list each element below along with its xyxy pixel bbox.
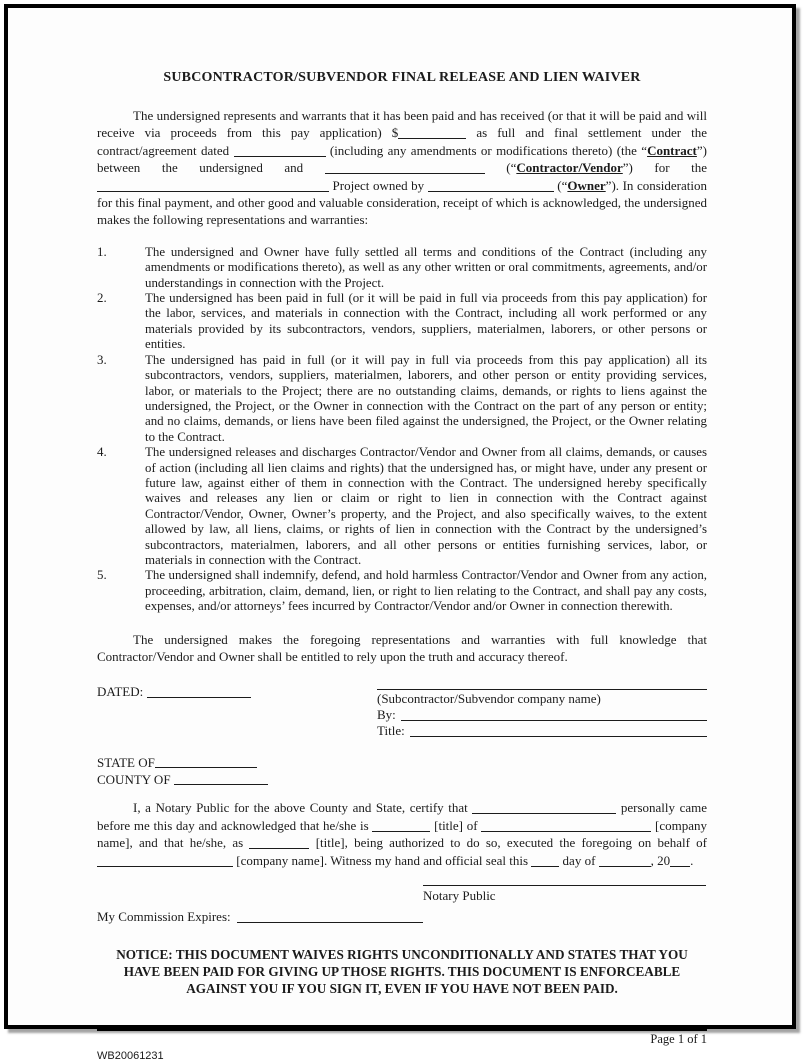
blank-field <box>97 866 233 867</box>
notary-signature-block <box>423 885 706 904</box>
list-item-1 <box>97 245 707 291</box>
defined-term: Contractor/Vendor <box>516 160 623 176</box>
by-row <box>377 707 707 723</box>
list-item-3 <box>97 353 707 445</box>
blank-field <box>97 191 329 192</box>
blank-field <box>531 866 559 867</box>
dated-label: DATED: <box>97 684 144 700</box>
document-code: WB20061231 <box>97 1049 164 1062</box>
title-signature-line <box>410 723 707 737</box>
defined-term: Contract <box>647 142 697 158</box>
blank-field <box>670 866 690 867</box>
item-text: The undersigned has been paid in full (or it will be paid in full via proceeds from this pay application) for the labor, services, and materials in connection with the Contract, including all work performed or any materials provided by its subcontractors, vendors, suppliers, materialmen, laborers, or other persons or entities. <box>145 291 707 352</box>
commission-row <box>97 909 423 925</box>
title-label: Title: <box>377 723 405 739</box>
county-row <box>97 772 707 789</box>
commission-blank-field <box>237 909 423 923</box>
notary-paragraph: I, a Notary Public for the above County and State, certify that personally came before me this day and acknowledged that he/she is [title] of [company name], and that he/she, as [title], being authorized to do so, executed the foregoing on behalf of [company name]. Witness my hand and official seal this day of , 20 . <box>97 800 708 868</box>
state-label: STATE OF <box>97 755 155 771</box>
state-row <box>97 755 707 772</box>
commission-label: My Commission Expires: <box>97 909 231 925</box>
item-text: The undersigned releases and discharges Contractor/Vendor and Owner from all claims, demands, or causes of action (including all lien claims and rights) that the undersigned has, or might have, under any present or future law, against either of them in connection with the Contract. The undersigned hereby specifically waives and releases any lien or claim or right to lien in connection with the Contract against Contractor/Vendor, Owner, Owner’s property, and the Project, and also specifically waives, to the extent allowed by law, all liens, claims, or rights of lien in connection with the Contract by the undersigned’s subcontractors, materialmen, laborers, and all other persons or entities furnishing services, labor, or materials in connection with the Contract. <box>145 445 707 567</box>
list-item-4 <box>97 445 707 568</box>
by-label: By: <box>377 707 396 723</box>
dated-row <box>97 680 377 700</box>
blank-field <box>481 831 651 832</box>
notary-public-label: Notary Public <box>423 888 496 904</box>
document-title: SUBCONTRACTOR/SUBVENDOR FINAL RELEASE AND LIEN WAIVER <box>163 70 641 85</box>
state-blank-field <box>155 767 257 768</box>
item-text: The undersigned has paid in full (or it will pay in full via proceeds from this pay application) all its subcontractors, vendors, suppliers, materialmen, laborers, and other person or entity providing services, labor, or materials to the Project; there are no outstanding claims, demands, or rights to liens against the undersigned, the Project, or the Owner in connection with the Contract on the part of any person or entity; and no claims, demands, or liens have been filed against the undersigned, the Project, or the Owner relating to the Contract. <box>145 352 707 444</box>
item-text: The undersigned and Owner have fully settled all terms and conditions of the Contract (including any amendments or modifications thereto), as well as any other written or oral commitments, agreements, and/or understandings in connection with the Project. <box>145 244 707 290</box>
dated-blank-field <box>147 697 251 698</box>
intro-paragraph: The undersigned represents and warrants that it has been paid and has received (or that it will be paid and will receive via proceeds from this pay application) $ as full and final settlement under the contract/agreement dated (including any amendments or modifications thereto) (the “Contract”) between the undersigned and (“Contractor/Vendor”) for the Project owned by (“Owner”). In consideration for this final payment, and other good and valuable consideration, receipt of which is acknowledged, the undersigned makes the following representations and warranties: <box>97 108 707 228</box>
signature-area <box>97 680 707 739</box>
blank-field <box>372 831 430 832</box>
closing-paragraph: The undersigned makes the foregoing representations and warranties with full knowledge that Contractor/Vendor and Owner shall be entitled to rely upon the truth and accuracy thereof. <box>97 631 707 664</box>
blank-field <box>325 173 485 174</box>
document-page <box>4 4 796 1062</box>
title-row <box>377 723 707 739</box>
blank-field <box>472 813 616 814</box>
blank-field <box>234 156 326 157</box>
blank-field <box>428 191 554 192</box>
blank-field <box>249 848 309 849</box>
list-item-5 <box>97 568 707 614</box>
item-number: 1. <box>97 244 107 259</box>
county-blank-field <box>174 784 268 785</box>
footer <box>97 1028 707 1062</box>
defined-term: Owner <box>567 177 606 193</box>
notice-statement: NOTICE: THIS DOCUMENT WAIVES RIGHTS UNCONDITIONALLY AND STATES THAT YOU HAVE BEEN PAID FOR GIVING UP THOSE RIGHTS. THIS DOCUMENT IS ENFORCEABLE AGAINST YOU IF YOU SIGN IT, EVEN IF YOU HAVE NOT BEEN PAID. <box>116 947 688 997</box>
item-number: 3. <box>97 352 107 367</box>
document-content <box>8 8 792 1062</box>
state-county-block <box>97 755 707 788</box>
blank-field <box>398 138 466 139</box>
blank-field <box>599 866 651 867</box>
subcontractor-signature-block <box>377 680 707 739</box>
by-signature-line <box>401 707 707 721</box>
company-name-caption: (Subcontractor/Subvendor company name) <box>377 691 601 707</box>
page-indicator: Page 1 of 1 <box>650 1031 707 1046</box>
item-number: 2. <box>97 291 107 306</box>
county-label: COUNTY OF <box>97 771 171 787</box>
company-name-signature-line <box>377 680 707 690</box>
item-number: 4. <box>97 445 107 460</box>
list-item-2 <box>97 291 707 353</box>
representations-list <box>97 245 707 615</box>
item-number: 5. <box>97 568 107 583</box>
item-text: The undersigned shall indemnify, defend, and hold harmless Contractor/Vendor and Owner from any action, proceeding, arbitration, claim, demand, lien, or right to lien relating to the Contract, and shall pay any costs, expenses, and/or attorneys’ fees incurred by Contractor/Vendor and/or Owner in connection therewith. <box>145 568 707 614</box>
